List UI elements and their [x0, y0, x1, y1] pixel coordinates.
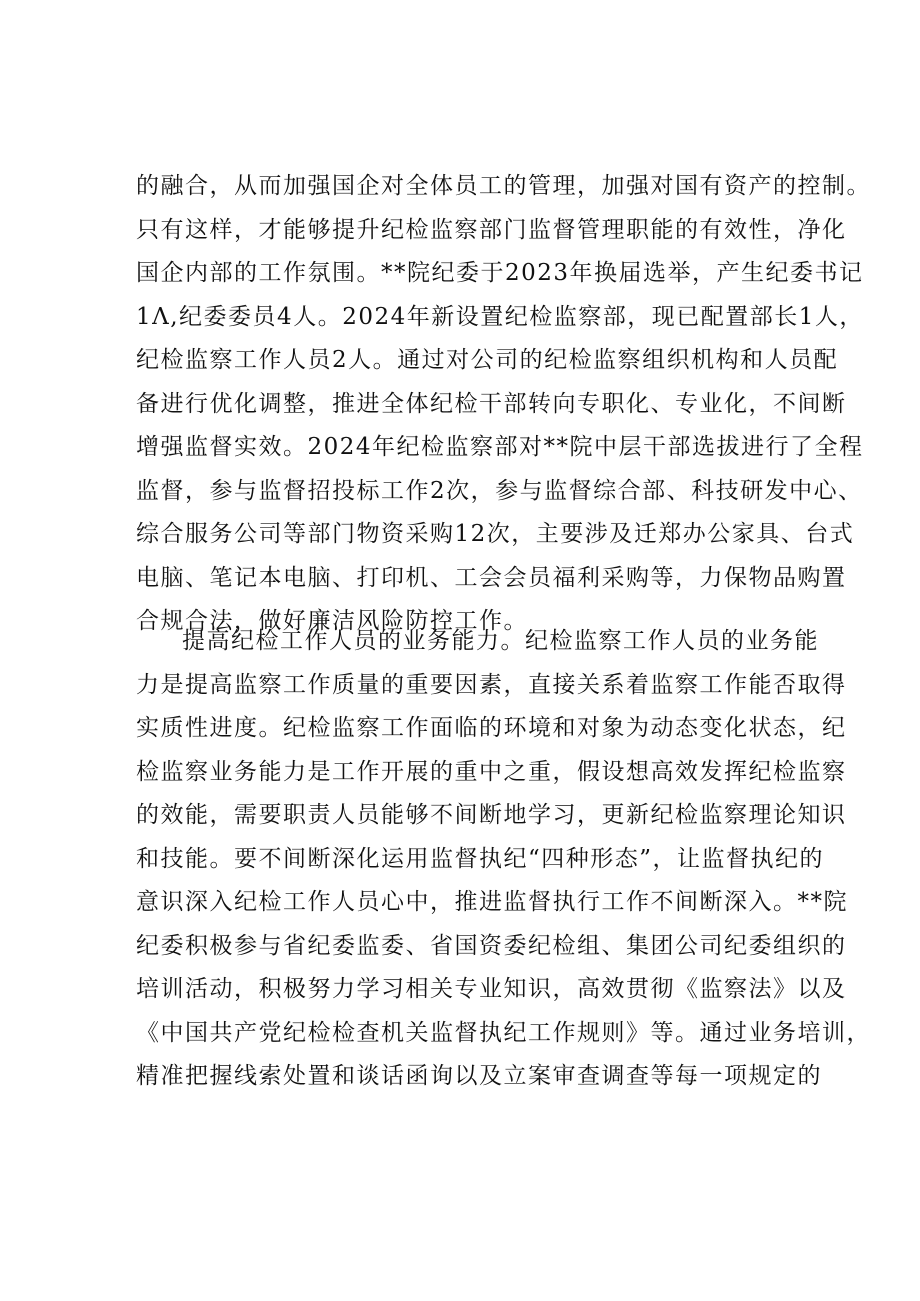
text-line: 精准把握线索处置和谈话函询以及立案审查调查等每一项规定的 [136, 1063, 822, 1089]
text-line: 综合服务公司等部门物资采购12次，主要涉及迁郑办公家具、台式 [136, 521, 855, 547]
text-line: 备进行优化调整，推进全体纪检干部转向专职化、专业化，不间断 [136, 390, 847, 417]
text-line: 意识深入纪检工作人员心中，推进监督执行工作不间断深入。**院 [136, 889, 848, 915]
text-line: 提高纪检工作人员的业务能力。纪检监察工作人员的业务能 [182, 628, 819, 654]
text-line: 力是提高监察工作质量的重要因素，直接关系着监察工作能否取得 [136, 671, 847, 698]
paragraph-2 [136, 620, 871, 1099]
text-line: 监督，参与监督招投标工作2次，参与监督综合部、科技研发中心、 [136, 477, 863, 504]
text-line: 和技能。要不间断深化运用监督执纪“四种形态”，让监督执纪的 [136, 845, 825, 872]
text-line: 合规合法，做好廉洁风险防控工作。 [136, 608, 528, 634]
paragraph-1 [136, 165, 871, 644]
text-line: 纪检监察工作人员2人。通过对公司的纪检监察组织机构和人员配 [136, 347, 839, 373]
text-line: 的融合，从而加强国企对全体员工的管理，加强对国有资产的控制。 [136, 173, 871, 199]
text-line: 只有这样，才能够提升纪检监察部门监督管理职能的有效性，净化 [136, 216, 847, 243]
text-line: 培训活动，积极努力学习相关专业知识，高效贯彻《监察法》以及 [136, 976, 847, 1002]
text-line: 国企内部的工作氛围。**院纪委于2023年换届选举，产生纪委书记 [136, 260, 864, 286]
text-line: 的效能，需要职责人员能够不间断地学习，更新纪检监察理论知识 [136, 802, 847, 828]
text-line: 增强监督实效。2024年纪检监察部对**院中层干部选拔进行了全程 [136, 434, 864, 460]
text-line: 电脑、笔记本电脑、打印机、工会会员福利采购等，力保物品购置 [136, 564, 847, 591]
text-line: 实质性进度。纪检监察工作面临的环境和对象为动态变化状态，纪 [136, 715, 847, 741]
text-line: 《中国共产党纪检检查机关监督执纪工作规则》等。通过业务培训， [136, 1019, 871, 1046]
text-line: 1Λ,纪委委员4人。2024年新设置纪检监察部，现已配置部长1人， [136, 303, 864, 330]
text-line: 检监察业务能力是工作开展的重中之重，假设想高效发挥纪检监察 [136, 758, 847, 785]
text-line: 纪委积极参与省纪委监委、省国资委纪检组、集团公司纪委组织的 [136, 932, 847, 959]
